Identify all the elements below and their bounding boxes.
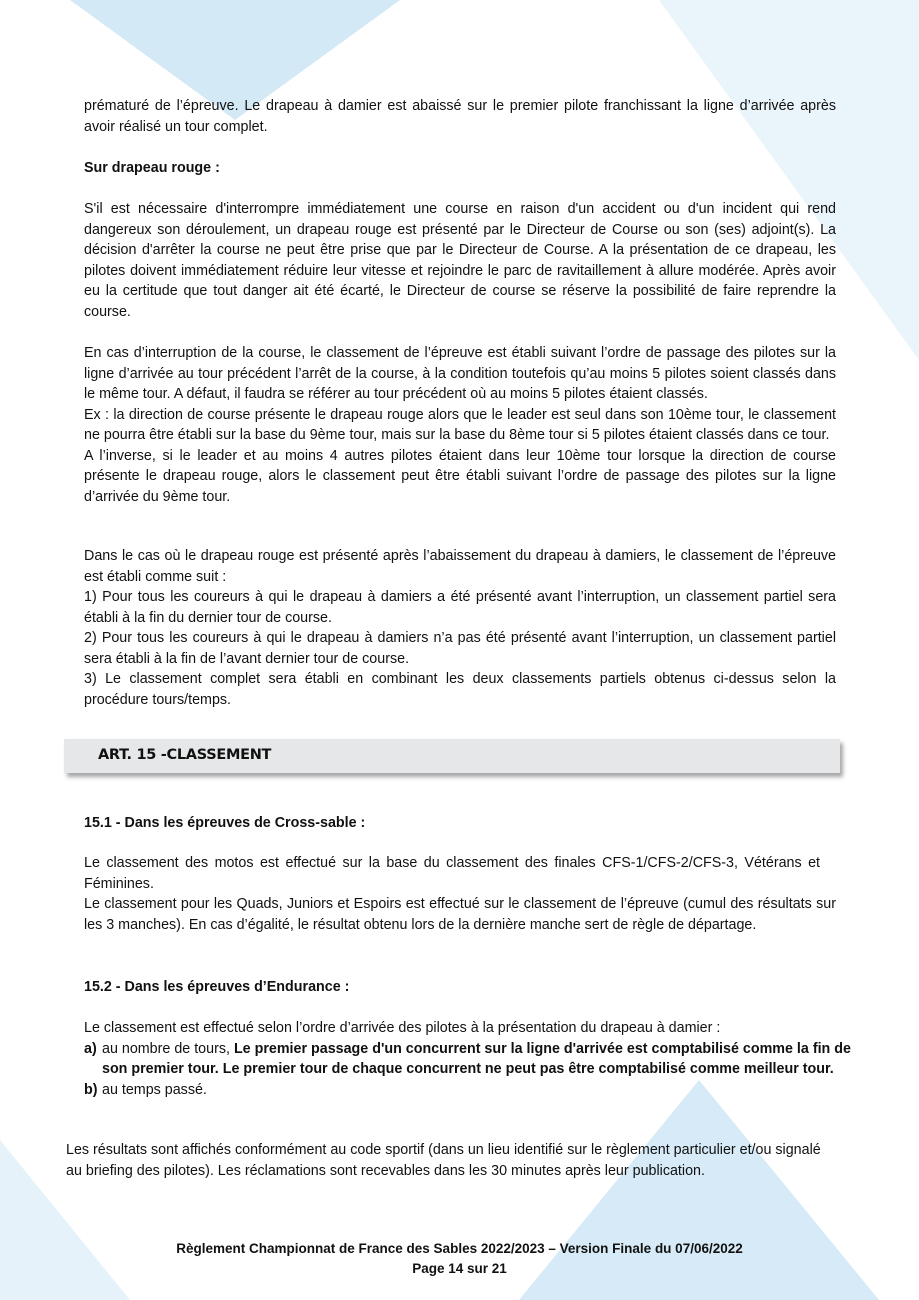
list-text: au temps passé. <box>102 1081 207 1098</box>
paragraph-endurance <box>84 1018 856 1100</box>
paragraph-text: 2) Pour tous les coureurs à qui le drapeau à damiers n’a pas été présenté avant l’interruption, un classement partiel sera établi à la fin de l’avant dernier tour de course. <box>84 630 836 667</box>
list-label: a) <box>84 1040 97 1057</box>
list-text-bold: Le premier passage d'un concurrent sur la ligne d'arrivée est comptabilisé comme la fin de son premier tour. Le premier tour de chaque concurrent ne peut pas être comptabilisé comme meilleur tour. <box>102 1040 851 1077</box>
heading-text: 15.1 - Dans les épreuves de Cross-sable : <box>84 815 366 831</box>
paragraph-resultats <box>66 1140 838 1181</box>
paragraph-cross-sable <box>84 853 836 935</box>
paragraph-text: 3) Le classement complet sera établi en combinant les deux classements partiels obtenus ci-dessus selon la procédure tours/temps. <box>84 671 836 708</box>
paragraph-text: 1) Pour tous les coureurs à qui le drapeau à damiers a été présenté avant l’interruption, un classement partiel sera établi à la fin du dernier tour de course. <box>84 589 836 626</box>
paragraph-text: Le classement pour les Quads, Juniors et Espoirs est effectué sur le classement de l’épreuve (cumul des résultats sur les 3 manches). En cas d’égalité, le résultat obtenu lors de la dernière manche sert de règle de départage. <box>84 896 836 933</box>
paragraph-text: Les résultats sont affichés conformément au code sportif (dans un lieu identifié sur le règlement particulier et/ou signalé au briefing des pilotes). Les réclamations sont recevables dans les 30 minutes après leur publication. <box>66 1142 821 1179</box>
footer-title: Règlement Championnat de France des Sables 2022/2023 – Version Finale du 07/06/2022 <box>176 1241 743 1256</box>
paragraph-text: Le classement est effectué selon l’ordre d’arrivée des pilotes à la présentation du drapeau à damier : <box>84 1020 721 1036</box>
list-label: b) <box>84 1081 98 1098</box>
paragraph-damier <box>84 96 836 137</box>
heading-text: Sur drapeau rouge : <box>84 160 220 176</box>
list-item-b <box>84 1080 856 1101</box>
paragraph-interruption <box>84 343 836 507</box>
paragraph-text: Dans le cas où le drapeau rouge est présenté après l’abaissement du drapeau à damiers, le classement de l’épreuve est établi comme suit : <box>84 548 836 585</box>
paragraph-text: En cas d’interruption de la course, le classement de l’épreuve est établi suivant l’ordre de passage des pilotes sur la ligne d’arrivée au tour précédent l’arrêt de la course, à la condition toutefois qu’au moins 5 pilotes soient classés dans le même tour. A défaut, il faudra se référer au tour précédent où au moins 5 pilotes étaient classés. <box>84 345 836 402</box>
paragraph-drapeau-rouge <box>84 199 836 322</box>
heading-drapeau-rouge <box>84 158 836 179</box>
paragraph-text: S'il est nécessaire d'interrompre immédiatement une course en raison d'un accident ou d'un incident qui rend dangereux son déroulement, un drapeau rouge est présenté par le Directeur de Course ou son (ses) adjoint(s). La décision d'arrêter la course ne peut être prise que par le Directeur de Course. A la présentation de ce drapeau, les pilotes doivent immédiatement réduire leur vitesse et rejoindre le parc de ravitaillement à allure modérée. Après avoir eu la certitude que tout danger ait été écarté, le Directeur de course se réserve la possibilité de faire reprendre la course. <box>84 201 836 320</box>
paragraph-text: Ex : la direction de course présente le drapeau rouge alors que le leader est seul dans son 10ème tour, le classement ne pourra être établi sur la base du 9ème tour, mais sur la base du 8ème tour si 5 pilotes étaient classés dans ce tour. <box>84 406 836 443</box>
footer <box>0 1239 919 1279</box>
list-item-a <box>84 1039 856 1080</box>
paragraph-text: prématuré de l’épreuve. Le drapeau à damier est abaissé sur le premier pilote franchissant la ligne d’arrivée après avoir réalisé un tour complet. <box>84 98 836 135</box>
list-text: au nombre de tours, <box>102 1040 234 1057</box>
heading-15-2 <box>84 977 836 998</box>
list-body <box>102 1039 856 1080</box>
paragraph-text: A l’inverse, si le leader et au moins 4 autres pilotes étaient dans leur 10ème tour lorsque la direction de course présente le drapeau rouge, alors le classement peut être établi suivant l’ordre de passage des pilotes sur la ligne d’arrivée du 9ème tour. <box>84 447 836 505</box>
paragraph-text: Le classement des motos est effectué sur la base du classement des finales CFS-1/CFS-2/CFS-3, Vétérans et Féminines. <box>84 855 820 892</box>
page-number: Page 14 sur 21 <box>412 1261 507 1276</box>
heading-text: 15.2 - Dans les épreuves d’Endurance : <box>84 979 350 995</box>
heading-15-1 <box>84 813 836 834</box>
article-heading-bar <box>64 739 840 773</box>
paragraph-abaissement <box>84 546 836 710</box>
article-title: ART. 15 -CLASSEMENT <box>98 747 272 763</box>
